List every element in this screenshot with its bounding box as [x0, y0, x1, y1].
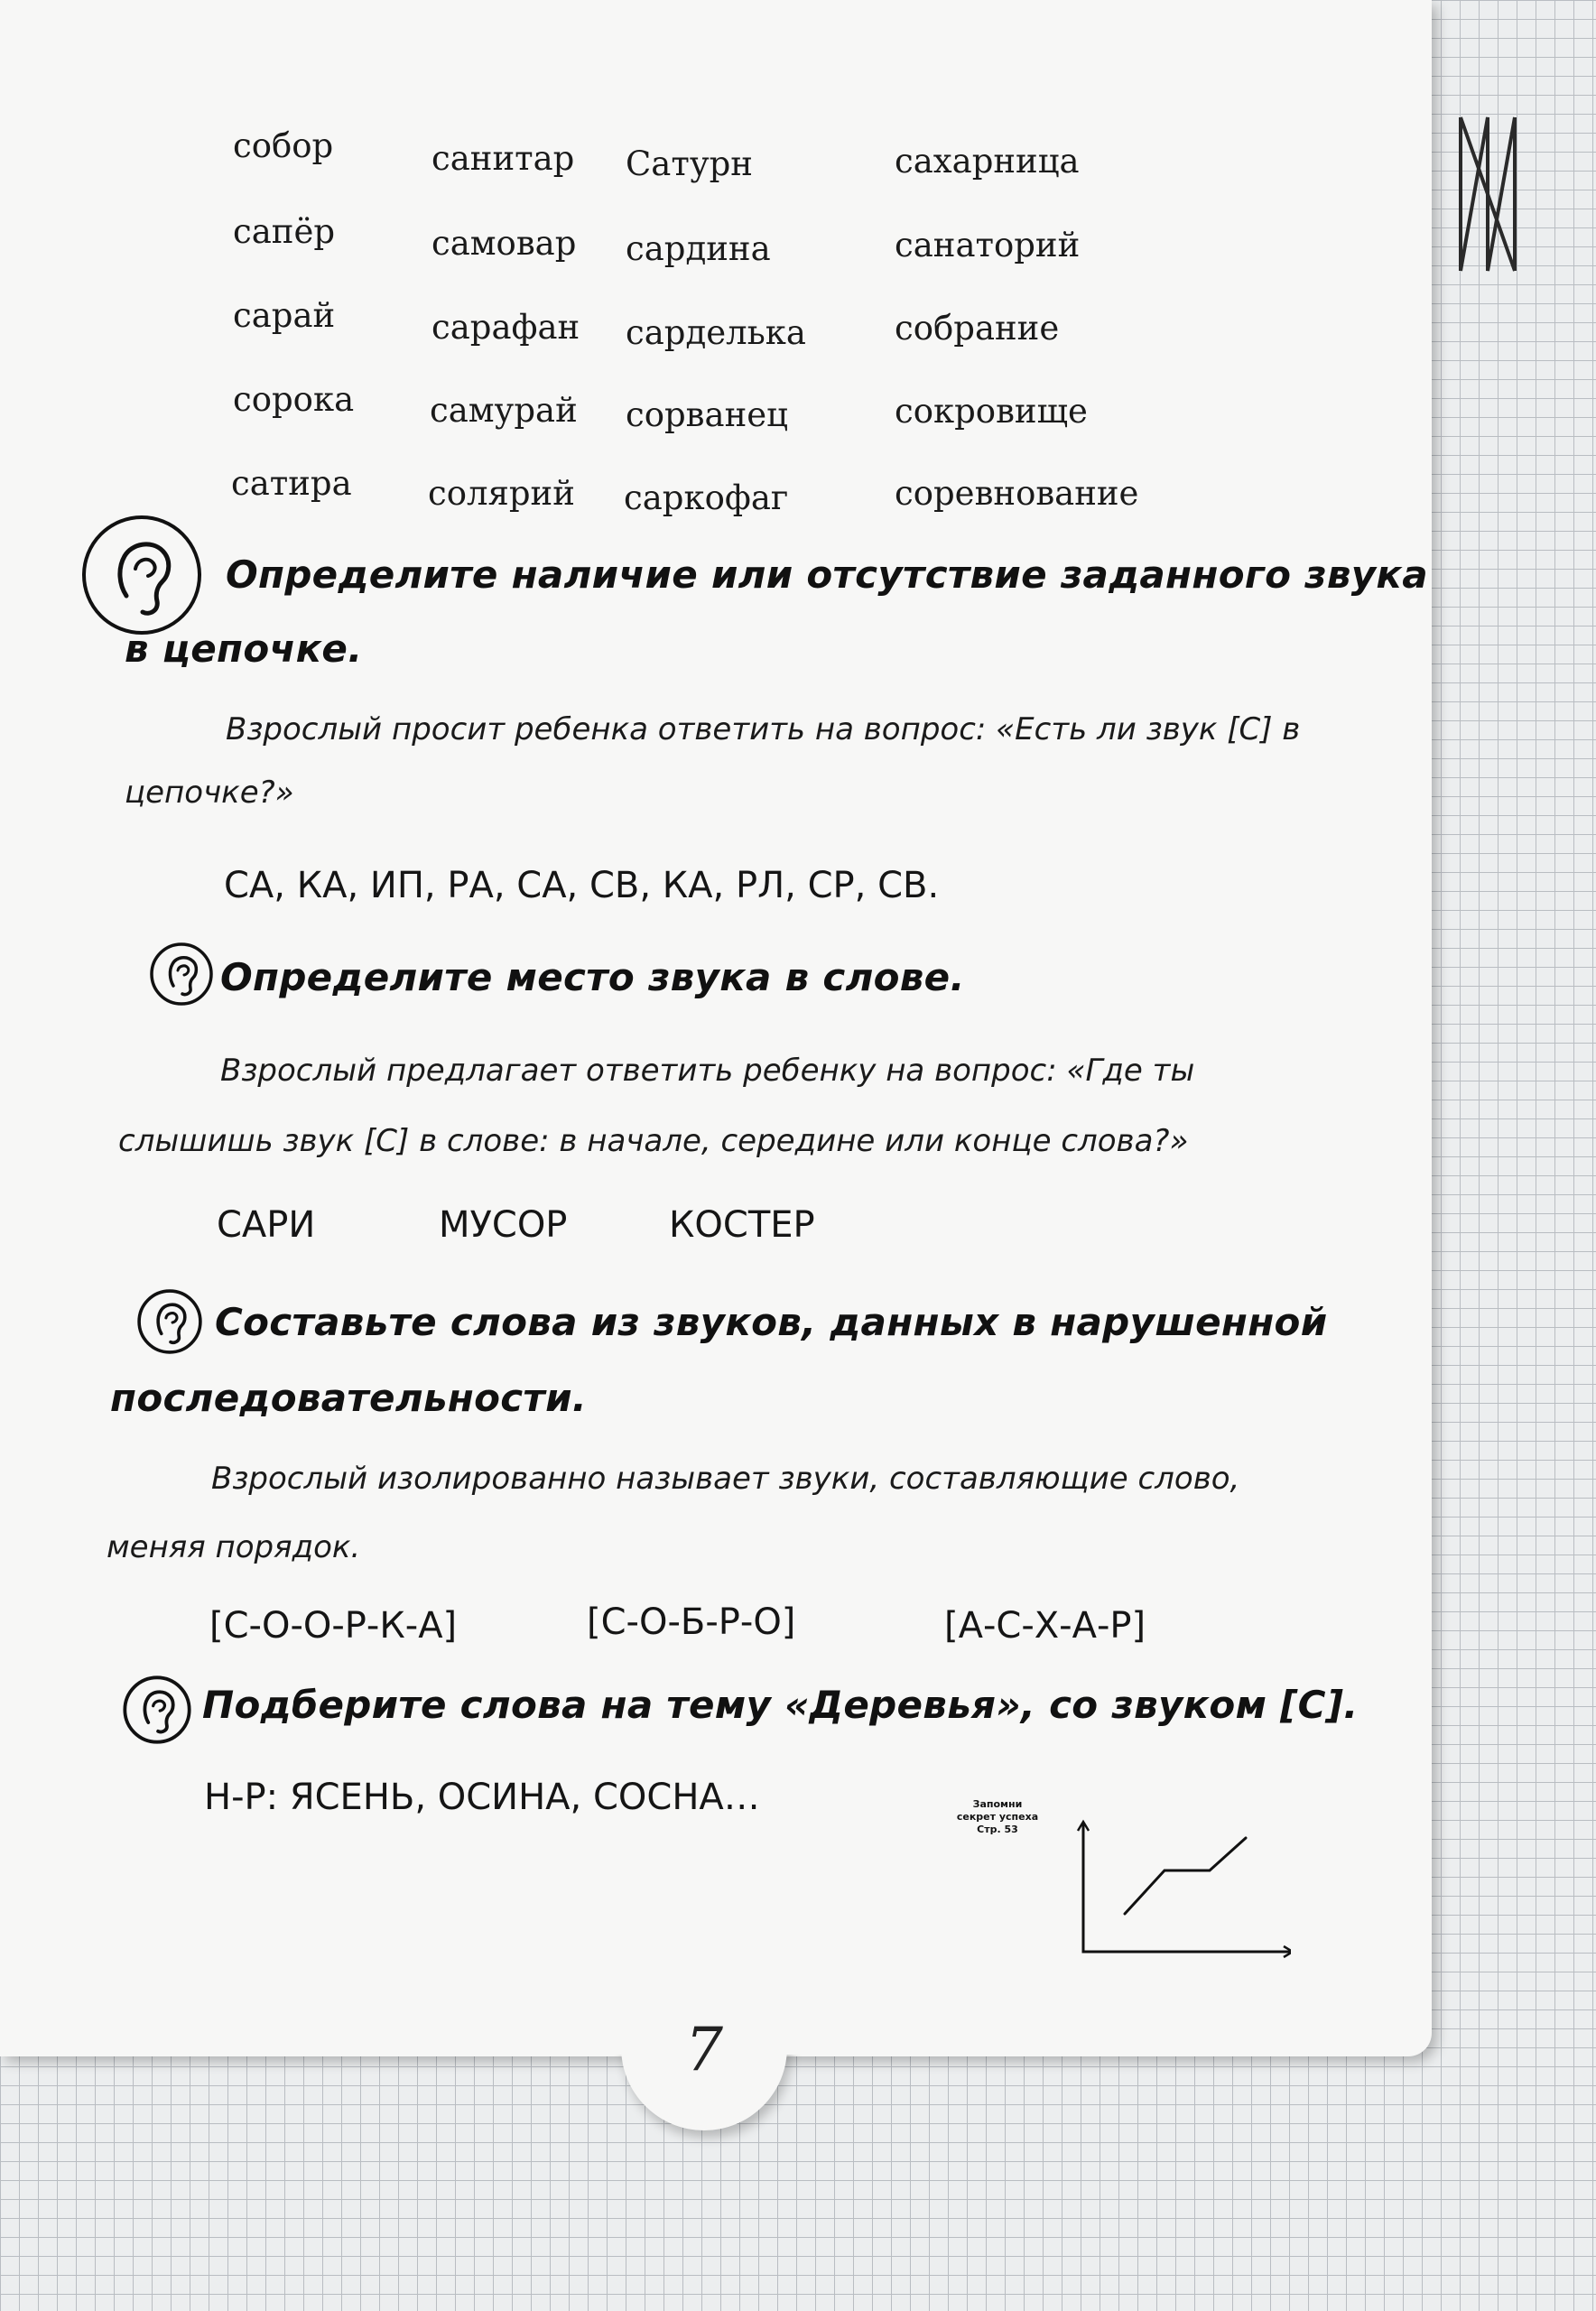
- ear-icon: [121, 1674, 193, 1746]
- word-cell: сатира: [231, 464, 352, 503]
- instruction-cont: меняя порядок.: [107, 1529, 361, 1565]
- word-cell: собрание: [895, 309, 1060, 348]
- word-cell: сокровище: [895, 392, 1088, 431]
- word-cell: Сатурн: [626, 144, 753, 183]
- example-answer: Н-Р: ЯСЕНЬ, ОСИНА, СОСНА…: [204, 1777, 760, 1818]
- section-heading: Определите место звука в слове.: [220, 955, 965, 999]
- word-cell: санитар: [431, 139, 575, 178]
- ear-icon: [148, 941, 215, 1007]
- section-heading: Определите наличие или отсутствие заданного звука: [226, 552, 1428, 597]
- ear-icon: [135, 1287, 204, 1356]
- sound-sequence: [С-О-О-Р-К-А]: [209, 1605, 458, 1647]
- word-cell: сахарница: [895, 142, 1080, 181]
- instruction: Взрослый изолированно называет звуки, составляющие слово,: [211, 1461, 1240, 1497]
- word-item: САРИ: [217, 1204, 316, 1246]
- word-cell: сорванец: [626, 395, 788, 434]
- sound-sequence: [С-О-Б-Р-О]: [587, 1601, 796, 1643]
- note-line: Запомни: [972, 1798, 1023, 1810]
- word-cell: солярий: [428, 474, 575, 513]
- word-cell: сапёр: [233, 212, 336, 251]
- word-cell: санаторий: [895, 226, 1081, 265]
- instruction-cont: цепочке?»: [125, 775, 294, 811]
- section-heading-cont: последовательности.: [110, 1376, 588, 1420]
- note-line: Стр. 53: [977, 1824, 1018, 1835]
- section-heading: Составьте слова из звуков, данных в нарушенной: [215, 1300, 1328, 1344]
- section-heading-cont: в цепочке.: [125, 626, 363, 671]
- word-cell: соревнование: [895, 474, 1139, 513]
- ear-icon: [79, 513, 204, 637]
- word-cell: сарай: [233, 296, 336, 335]
- note-line: секрет успеха: [956, 1811, 1039, 1823]
- instruction: Взрослый предлагает ответить ребенку на вопрос: «Где ты: [220, 1053, 1195, 1089]
- word-cell: сарафан: [431, 308, 580, 347]
- word-cell: самурай: [430, 391, 578, 430]
- word-cell: саркофаг: [624, 478, 789, 517]
- section-heading: Подберите слова на тему «Деревья», со звуком [С].: [202, 1683, 1359, 1727]
- word-cell: сардина: [626, 229, 771, 268]
- sound-sequence: [А-С-Х-А-Р]: [944, 1605, 1146, 1647]
- word-cell: сарделька: [626, 313, 806, 352]
- tab-logo-icon: [1452, 108, 1533, 280]
- word-cell: самовар: [431, 224, 577, 263]
- word-cell: собор: [233, 126, 334, 165]
- word-cell: сорока: [233, 380, 355, 419]
- word-item: МУСОР: [439, 1204, 568, 1246]
- page-number: 7: [685, 2015, 723, 2084]
- note-text: [948, 1798, 1047, 1836]
- growth-chart-icon: [1074, 1814, 1291, 1959]
- instruction: Взрослый просит ребенка ответить на вопрос: «Есть ли звук [С] в: [226, 711, 1301, 747]
- word-item: КОСТЕР: [669, 1204, 815, 1246]
- instruction-cont: слышишь звук [С] в слове: в начале, середине или конце слова?»: [118, 1123, 1189, 1159]
- syllable-chain: СА, КА, ИП, РА, СА, СВ, КА, РЛ, СР, СВ.: [224, 865, 940, 906]
